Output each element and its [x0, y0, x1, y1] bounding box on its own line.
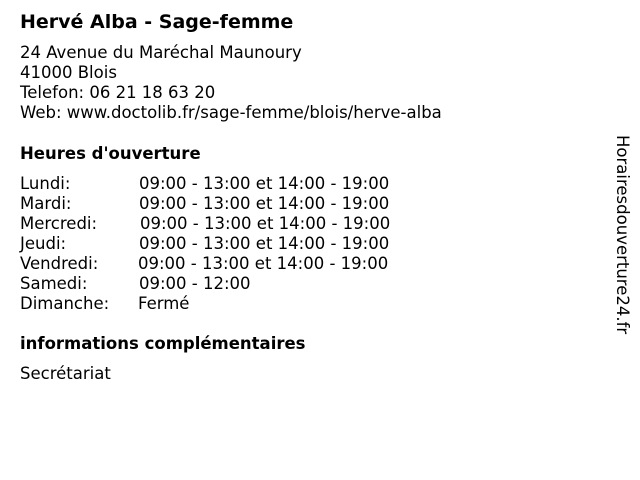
day-label: Dimanche:	[20, 294, 110, 313]
time-range: 09:00 - 13:00 et 14:00 - 19:00	[139, 194, 390, 213]
additional-info-heading: informations complémentaires	[20, 334, 306, 353]
time-range: 09:00 - 13:00 et 14:00 - 19:00	[140, 214, 391, 233]
day-label: Mercredi:	[20, 214, 98, 233]
additional-info-text: Secrétariat	[20, 364, 111, 383]
address-street: 24 Avenue du Maréchal Maunoury	[20, 43, 302, 62]
address-city: 41000 Blois	[20, 63, 117, 82]
time-range: Fermé	[138, 294, 190, 313]
day-label: Lundi:	[20, 174, 71, 193]
time-range: 09:00 - 13:00 et 14:00 - 19:00	[139, 234, 390, 253]
time-range: 09:00 - 13:00 et 14:00 - 19:00	[138, 254, 389, 273]
day-label: Samedi:	[20, 274, 88, 293]
day-label: Jeudi:	[20, 234, 67, 253]
day-label: Vendredi:	[20, 254, 99, 273]
website: Web: www.doctolib.fr/sage-femme/blois/herve-alba	[20, 103, 442, 122]
opening-hours-heading: Heures d'ouverture	[20, 144, 201, 163]
phone-number: Telefon: 06 21 18 63 20	[20, 83, 216, 102]
page-title: Hervé Alba - Sage-femme	[20, 11, 294, 33]
day-label: Mardi:	[20, 194, 72, 213]
site-watermark: Horairesdouverture24.fr	[613, 135, 632, 335]
contact-block	[20, 43, 442, 123]
time-range: 09:00 - 13:00 et 14:00 - 19:00	[139, 174, 390, 193]
time-range: 09:00 - 12:00	[139, 274, 251, 293]
